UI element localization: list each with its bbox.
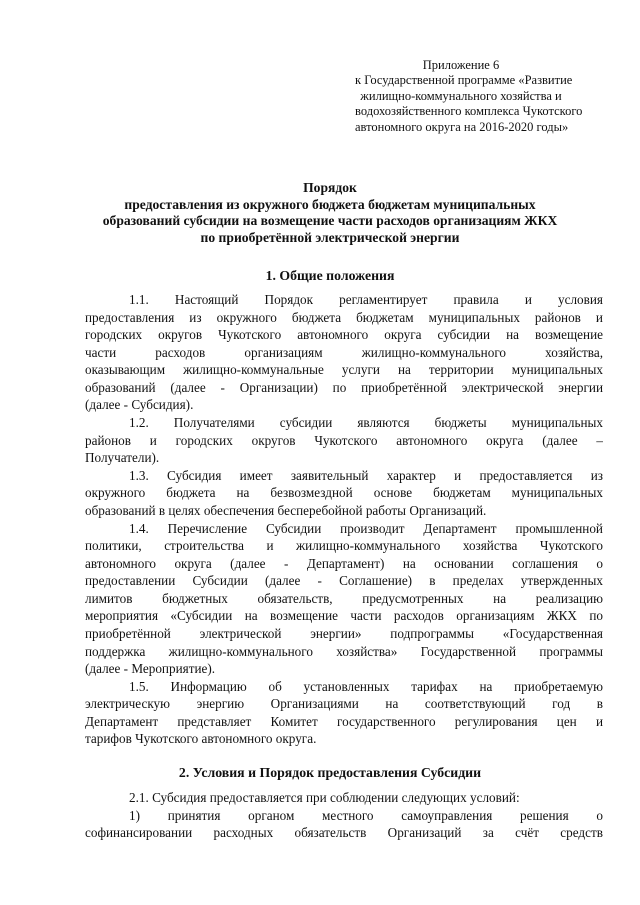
paragraph-line: софинансировании расходных обязательств Организаций за счёт средств <box>85 825 603 841</box>
paragraph-line: части расходов организациям жилищно-коммунального хозяйства, <box>85 344 603 360</box>
paragraph-line: мероприятия «Субсидии на возмещение части расходов организациям ЖКХ по <box>85 608 603 624</box>
paragraph-line: районов и городских округов Чукотского автономного округа (далее – <box>85 432 603 448</box>
paragraph-line: лимитов бюджетных обязательств, предусмотренных на реализацию <box>85 590 603 606</box>
paragraph-line: образований в целях обеспечения бесперебойной работы Организаций. <box>85 502 487 518</box>
paragraph-line: 1) принятия органом местного самоуправления решения о <box>129 807 603 823</box>
paragraph-1-1 <box>85 291 603 748</box>
title-line: Порядок <box>303 180 357 195</box>
paragraph-line: 1.5. Информацию об установленных тарифах на приобретаемую <box>129 678 603 694</box>
paragraph-line: 1.4. Перечисление Субсидии производит Департамент промышленной <box>129 520 603 536</box>
paragraph-2-1 <box>85 789 603 842</box>
title-line: предоставления из окружного бюджета бюджетам муниципальных <box>124 196 536 212</box>
appendix-line: к Государственной программе «Развитие <box>355 73 573 88</box>
paragraph-line: окружного бюджета на безвозмездной основе бюджетам муниципальных <box>85 485 603 501</box>
paragraph-line: Департамент представляет Комитет государственного регулирования цен и <box>85 713 603 729</box>
paragraph-line: 2.1. Субсидия предоставляется при соблюдении следующих условий: <box>129 790 520 805</box>
document-title <box>60 180 600 246</box>
appendix-line: жилищно-коммунального хозяйства и <box>360 88 562 103</box>
paragraph-line: электрическую энергию Организациями на соответствующий год в <box>85 696 603 712</box>
paragraph-line: поддержка жилищно-коммунального хозяйства» Государственной программы <box>85 643 603 659</box>
paragraph-line: предоставления из окружного бюджета бюджетам муниципальных районов и <box>85 309 603 325</box>
paragraph-line: приобретённой электрической энергии» подпрограммы «Государственная <box>85 625 603 641</box>
appendix-line: водохозяйственного комплекса Чукотского <box>355 104 583 119</box>
paragraph-line: городских округов Чукотского автономного округа субсидии на возмещение <box>85 327 603 343</box>
appendix-line: Приложение 6 <box>422 58 500 72</box>
title-line: образований субсидии на возмещение части расходов организациям ЖКХ <box>102 213 558 229</box>
paragraph-line: 1.3. Субсидия имеет заявительный характер и предоставляется из <box>129 467 603 483</box>
paragraph-line: политики, строительства и жилищно-коммунального хозяйства Чукотского <box>85 538 603 554</box>
title-line: по приобретённой электрической энергии <box>200 229 460 245</box>
paragraph-line: оказывающим жилищно-коммунальные услуги на территории муниципальных <box>85 362 603 378</box>
appendix-line: автономного округа на 2016-2020 годы» <box>355 119 569 134</box>
section-heading: 1. Общие положения <box>265 268 395 283</box>
paragraph-line: образований (далее - Организации) по приобретённой электрической энергии <box>85 379 603 395</box>
paragraph-line: тарифов Чукотского автономного округа. <box>85 731 317 747</box>
paragraph-line: 1.2. Получателями субсидии являются бюджеты муниципальных <box>129 415 603 431</box>
paragraph-line: предоставлении Субсидии (далее - Соглашение) в пределах утвержденных <box>85 573 603 589</box>
paragraph-line: автономного округа (далее - Департамент) на основании соглашения о <box>85 555 603 571</box>
paragraph-line: Получатели). <box>85 450 160 466</box>
appendix-note <box>355 58 583 135</box>
section-heading: 2. Условия и Порядок предоставления Субсидии <box>178 765 482 780</box>
paragraph-line: (далее - Субсидия). <box>85 397 194 413</box>
paragraph-line: (далее - Мероприятие). <box>85 661 216 677</box>
paragraph-line: 1.1. Настоящий Порядок регламентирует правила и условия <box>129 292 603 307</box>
